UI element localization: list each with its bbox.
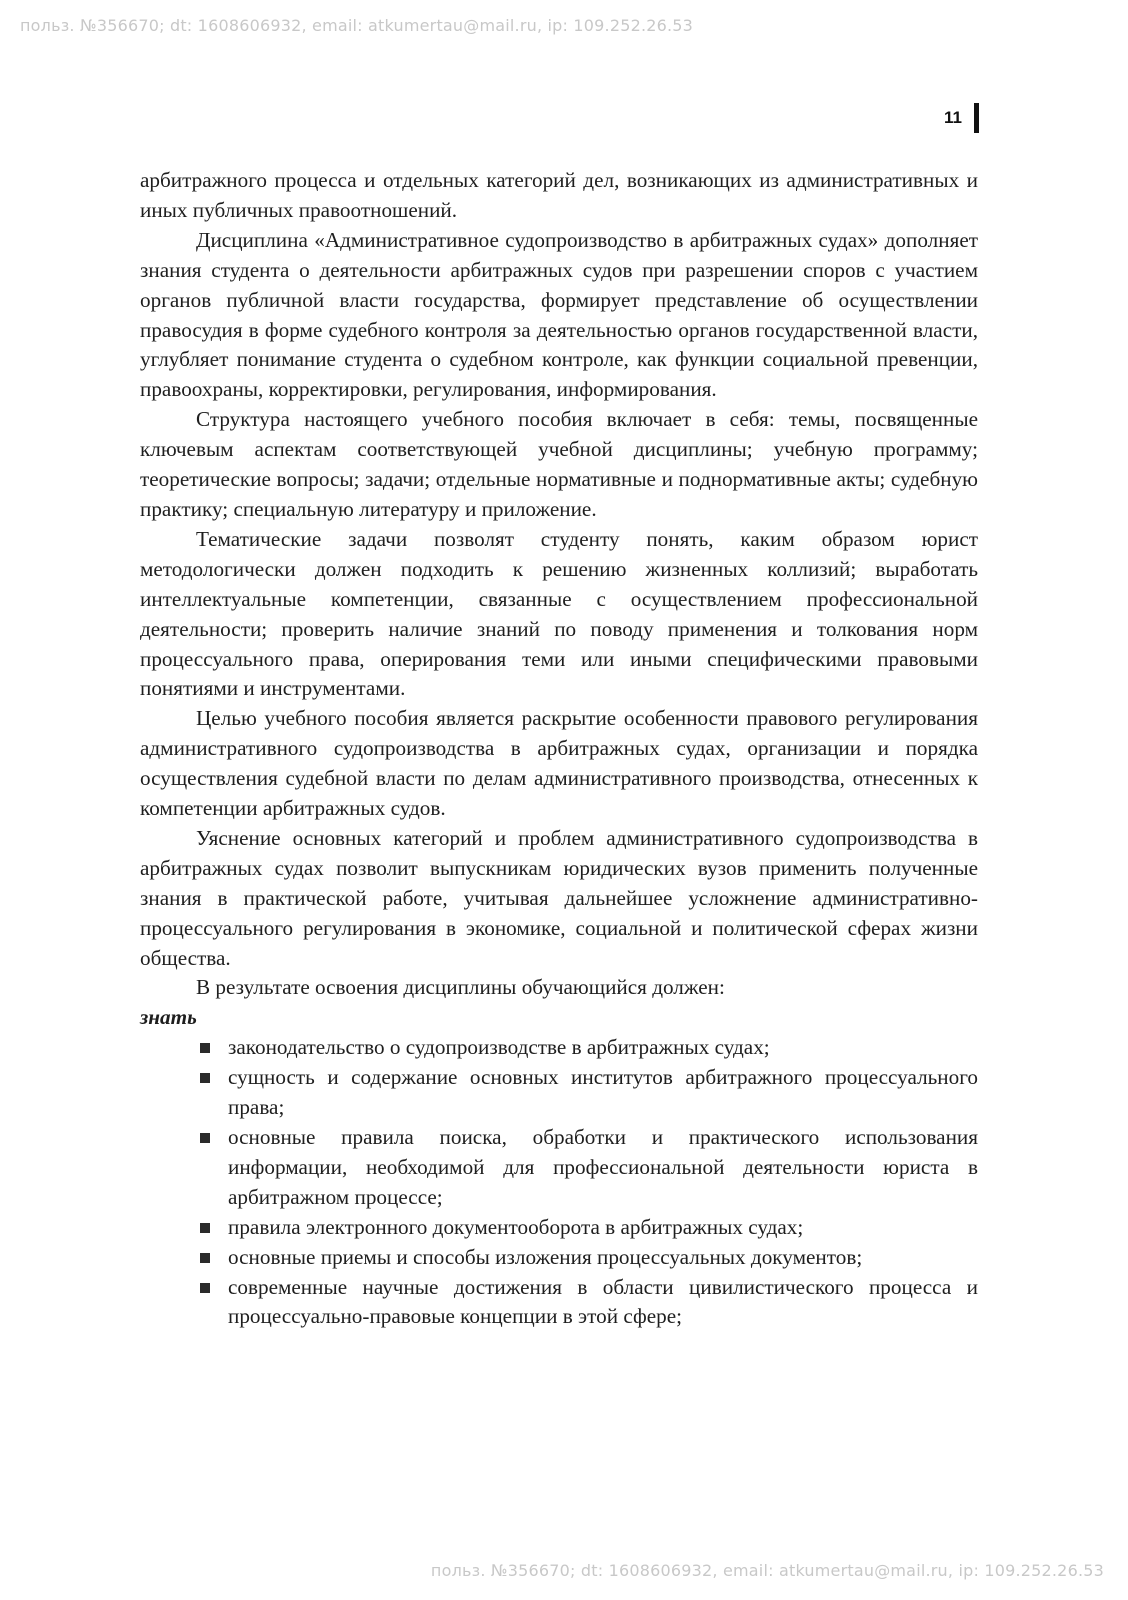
know-label: знать [140, 1005, 197, 1030]
result-intro: В результате освоения дисциплины обучающийся должен: [196, 975, 725, 1000]
paragraph: Дисциплина «Административное судопроизводство в арбитражных судах» дополняет знания студента о деятельности арбитражных судов при разрешении споров с участием органов публичной власти государства, формирует представление об осуществлении правосудия в форме судебного контроля за деятельностью органов государственной власти, углубляет понимание студента о судебном контроле, как функции социальной превенции, правоохраны, корректировки, регулирования, информирования. [140, 227, 978, 402]
page-number-bar [974, 103, 979, 133]
paragraph-continuation: арбитражного процесса и отдельных категорий дел, возникающих из административных и иных публичных правоотношений. [140, 168, 978, 222]
list-item: правила электронного документооборота в арбитражных судах; [228, 1213, 978, 1243]
list-item: законодательство о судопроизводстве в арбитражных судах; [228, 1033, 978, 1063]
paragraph: Уяснение основных категорий и проблем административного судопроизводства в арбитражных судах позволит выпускникам юридических вузов применить полученные знания в практической работе, учитывая дальнейшее усложнение административно-процессуального регулирования в экономике, социальной и политической сферах жизни общества. [140, 825, 978, 970]
paragraph: Целью учебного пособия является раскрытие особенности правового регулирования административного судопроизводства в арбитражных судах, организации и порядка осуществления судебной власти по делам административного производства, отнесенных к компетенции арбитражных судов. [140, 706, 978, 821]
list-item: сущность и содержание основных институтов арбитражного процессуального права; [228, 1063, 978, 1123]
know-list [140, 1033, 978, 1332]
page-number-text: 11 [944, 108, 962, 127]
paragraph: Структура настоящего учебного пособия включает в себя: темы, посвященные ключевым аспектам соответствующей учебной дисциплины; учебную программу; теоретические вопросы; задачи; отдельные нормативные и подноpмативные акты; судебную практику; специальную литературу и приложение. [140, 407, 978, 521]
list-item: основные приемы и способы изложения процессуальных документов; [228, 1243, 978, 1273]
page-number [944, 103, 979, 133]
list-item: основные правила поиска, обработки и практического использования информации, необходимой для профессиональной деятельности юриста в арбитражном процессе; [228, 1123, 978, 1213]
list-item: современные научные достижения в области цивилистического процесса и процессуально-правовые концепции в этой сфере; [228, 1273, 978, 1333]
page-body [140, 166, 978, 1332]
paragraph: Тематические задачи позволят студенту понять, каким образом юрист методологически должен подходить к решению жизненных коллизий; выработать интеллектуальные компетенции, связанные с осуществлением профессиональной деятельности; проверить наличие знаний по поводу применения и толкования норм процессуального права, оперирования теми или иными специфическими правовыми понятиями и инструментами. [140, 526, 978, 701]
watermark-top: польз. №356670; dt: 1608606932, email: atkumertau@mail.ru, ip: 109.252.26.53 [20, 16, 694, 35]
watermark-bottom: польз. №356670; dt: 1608606932, email: atkumertau@mail.ru, ip: 109.252.26.53 [430, 1561, 1104, 1580]
